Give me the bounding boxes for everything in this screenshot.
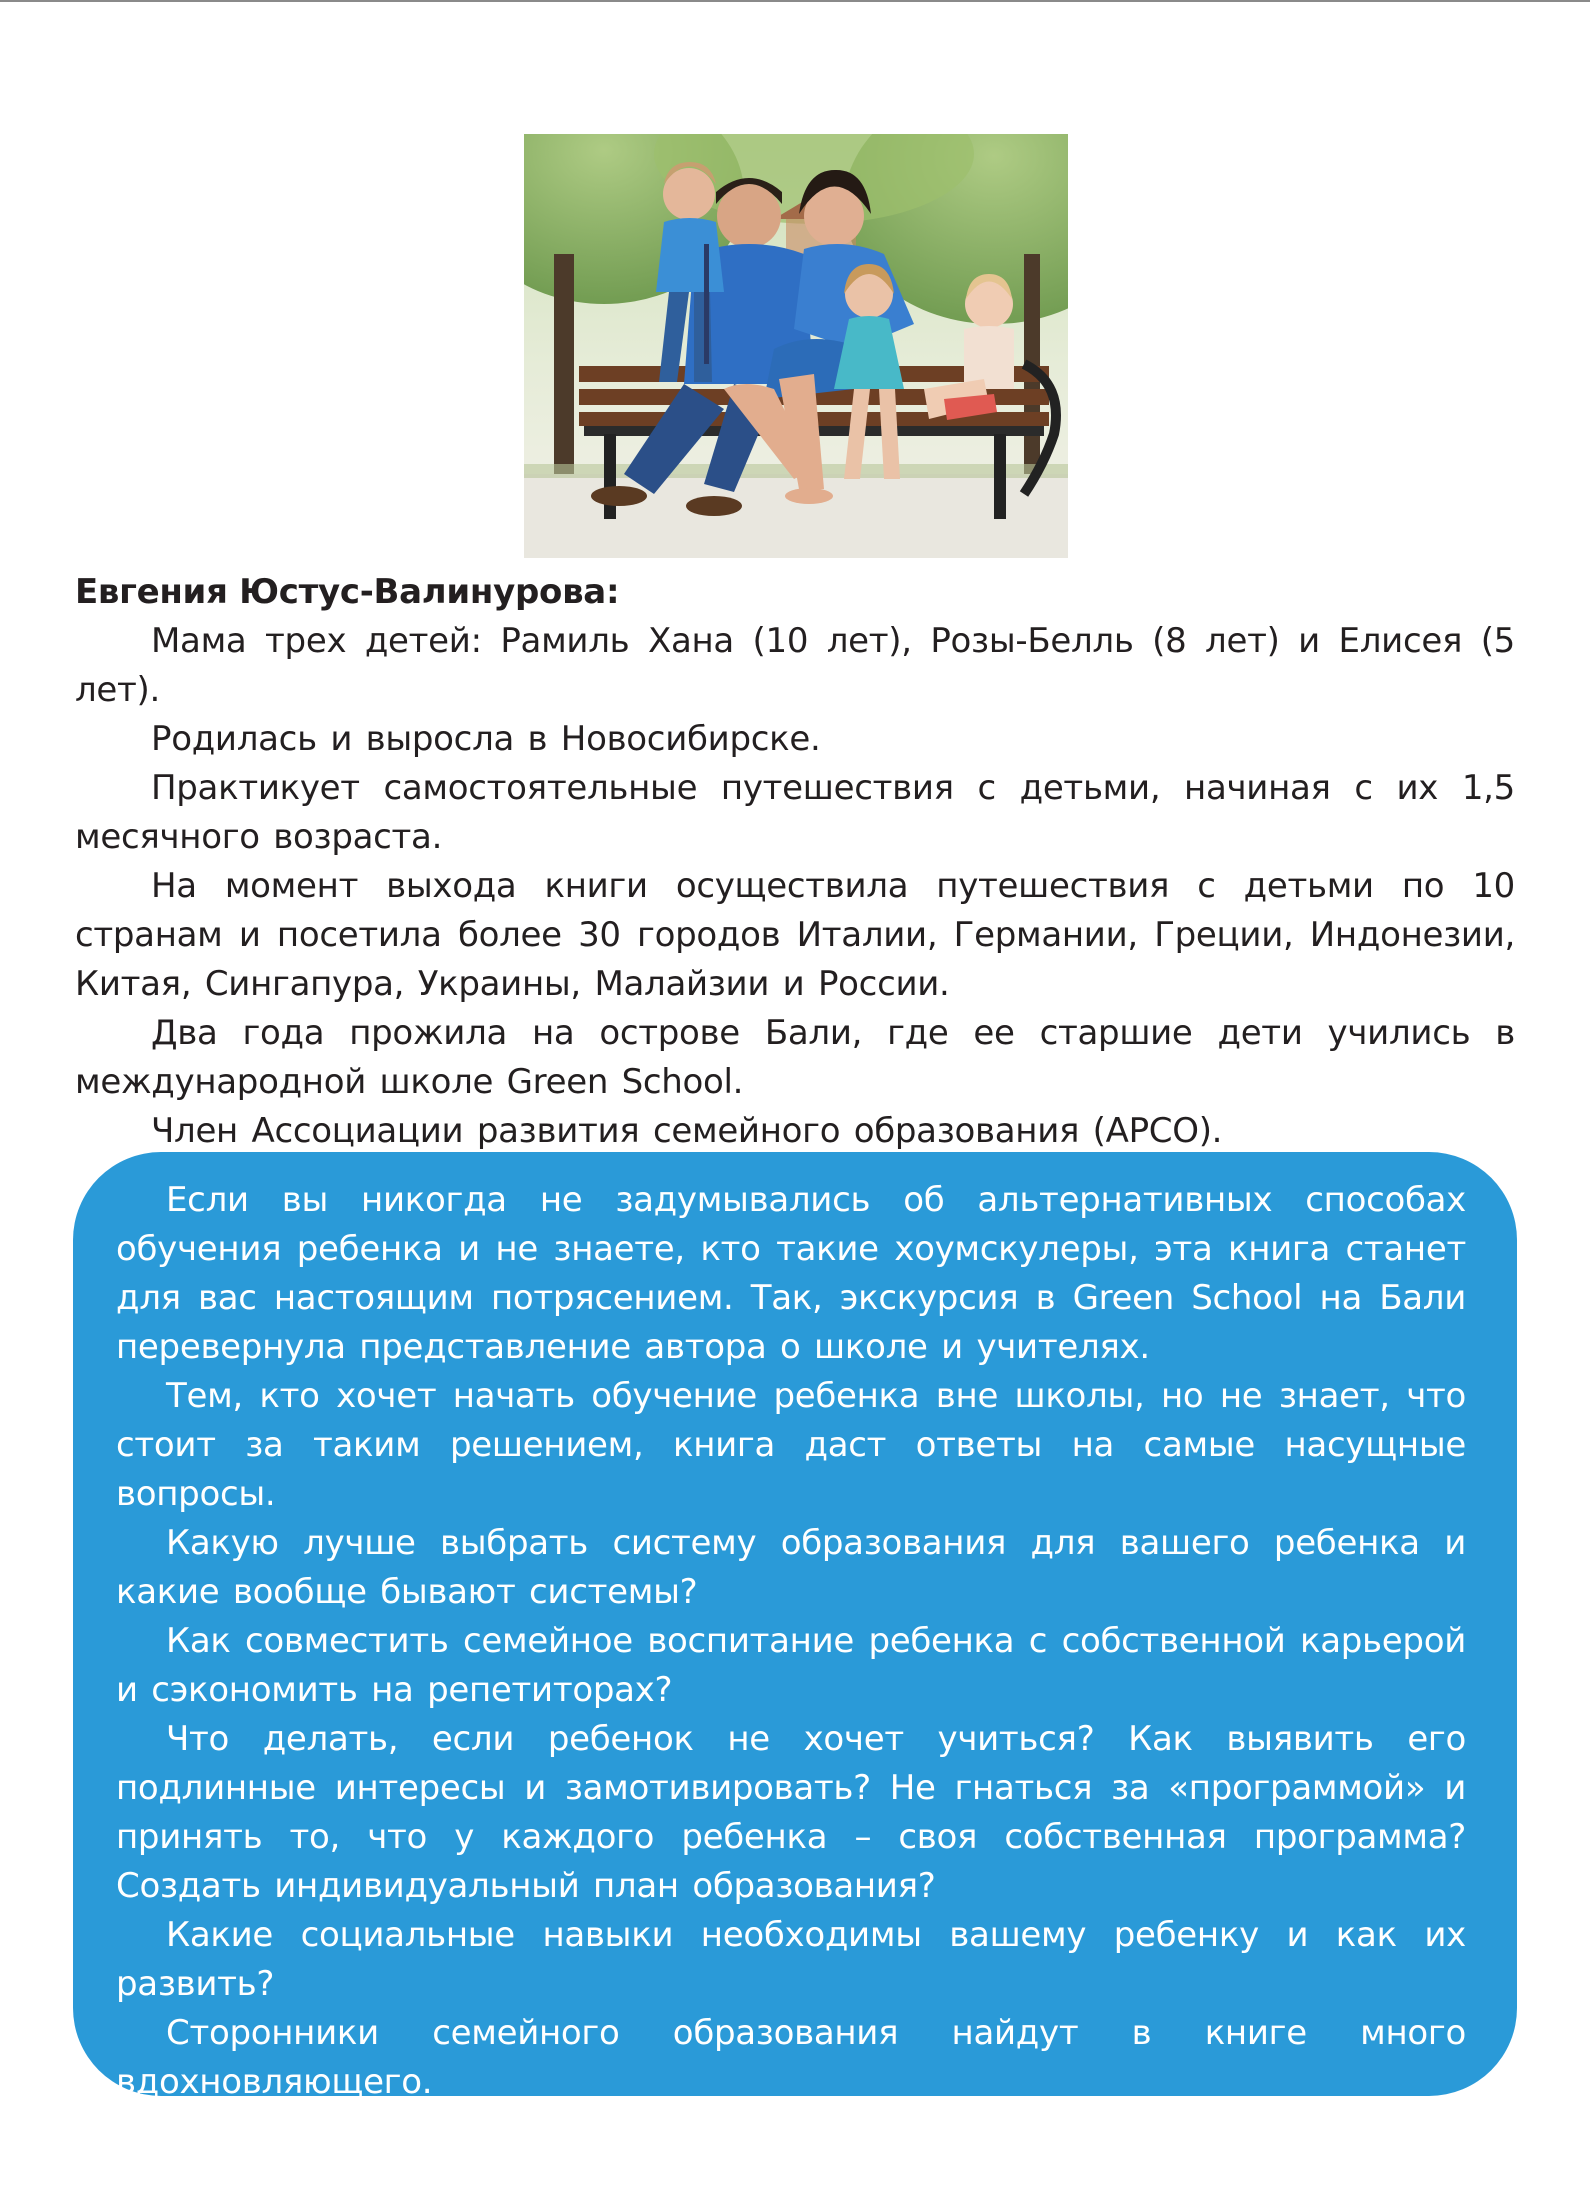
description-paragraph: Какую лучше выбрать систему образования для вашего ребенка и какие вообще бывают системы?	[116, 1523, 1466, 1612]
description-paragraph: Тем, кто хочет начать обучение ребенка вне школы, но не знает, что стоит за таким решением, книга даст ответы на самые насущные вопросы.	[116, 1376, 1466, 1514]
top-rule	[0, 0, 1590, 2]
bio-paragraph: Два года прожила на острове Бали, где ее старшие дети учились в международной школе Green School.	[75, 1013, 1515, 1102]
bio-paragraph: Член Ассоциации развития семейного образования (АРСО).	[151, 1111, 1223, 1151]
author-name: Евгения Юстус-Валинурова:	[75, 572, 620, 612]
author-bio	[75, 568, 1515, 1156]
description-paragraph: Что делать, если ребенок не хочет учиться? Как выявить его подлинные интересы и замотивировать? Не гнаться за «программой» и принять то, что у каждого ребенка – своя собственная программа? Создать индивидуальный план образования?	[116, 1719, 1466, 1906]
family-photo	[524, 134, 1068, 558]
bio-paragraph: Мама трех детей: Рамиль Хана (10 лет), Розы-Белль (8 лет) и Елисея (5 лет).	[75, 621, 1515, 710]
bio-paragraph: Родилась и выросла в Новосибирске.	[151, 719, 821, 759]
description-paragraph: Если вы никогда не задумывались об альтернативных способах обучения ребенка и не знаете, кто такие хоумскулеры, эта книга станет для вас настоящим потрясением. Так, экскурсия в Green School на Бали перевернула представление автора о школе и учителях.	[116, 1180, 1466, 1367]
description-paragraph: Она оснащена огромным перечнем полезных ссылок на развивающие ресурсы, фильмы, книги и многое другое.	[116, 2111, 1466, 2200]
book-description	[116, 1176, 1466, 2205]
description-paragraph: Как совместить семейное воспитание ребенка с собственной карьерой и сэкономить на репетиторах?	[116, 1621, 1466, 1710]
bio-paragraph: Практикует самостоятельные путешествия с детьми, начиная с их 1,5 месячного возраста.	[75, 768, 1515, 857]
description-paragraph: Сторонники семейного образования найдут в книге много вдохновляющего.	[116, 2013, 1466, 2102]
bio-paragraph: На момент выхода книги осуществила путешествия с детьми по 10 странам и посетила более 30 городов Италии, Германии, Греции, Индонезии, Китая, Сингапура, Украины, Малайзии и России.	[75, 866, 1515, 1004]
description-paragraph: Какие социальные навыки необходимы вашему ребенку и как их развить?	[116, 1915, 1466, 2004]
